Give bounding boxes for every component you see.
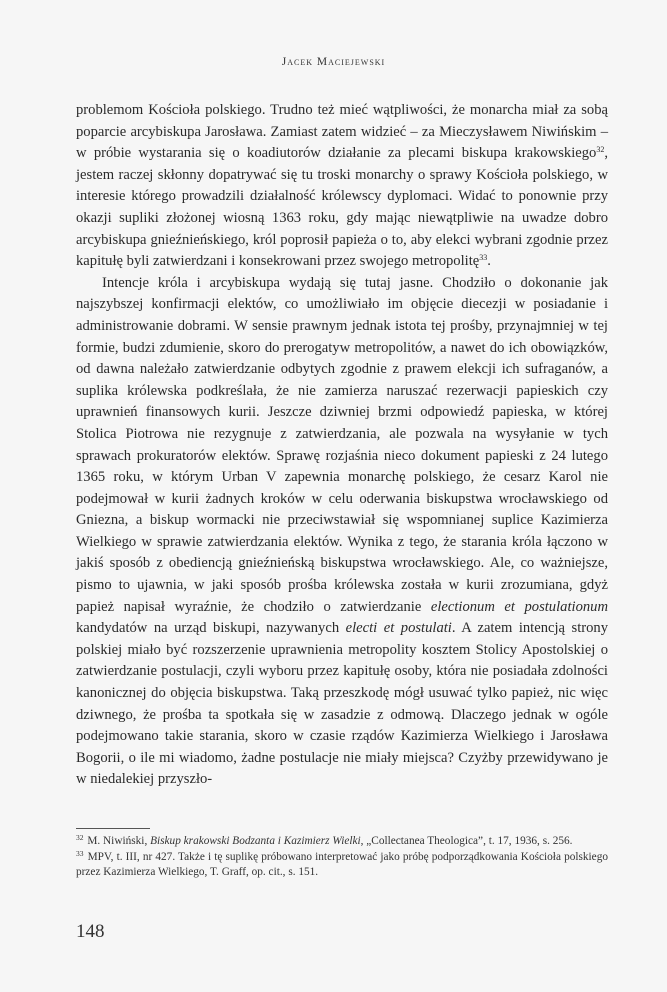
paragraph-2-text-c: . A zatem intencją strony polskiej miało być rozszerzenie uprawnienia metropolity kosztem Stolicy Apostolskiej o zatwierdzanie postulacji, czyli wyboru przez kapitułę osoby, która nie posiadała zdolności kanonicznej do objęcia biskupstwa. Taką przeszkodę mógł usuwać tylko papież, nic więc dziwnego, że prośba ta spotkała się w zasadzie z odmową. Dlaczego jednak w ogóle podejmowano takie starania, skoro w czasie rządów Kazimierza Wielkiego i Jarosława Bogorii, o ile mi wiadomo, żadne postulacje nie miały miejsca? Czyżby przewidywano je w niedalekiej przyszło- (76, 620, 609, 788)
footnote-ref-32: 32 (596, 145, 605, 155)
footnote-33 (76, 850, 608, 881)
footnote-32-text-a: M. Niwiński, (84, 835, 151, 847)
footnote-33-text: MPV, t. III, nr 427. Także i tę suplikę próbowano interpretować jako próbę podporządkowania Kościoła polskiego przez Kazimierza Wielkiego, T. Graff, op. cit., s. 151. (76, 850, 608, 879)
footnote-32 (76, 834, 608, 850)
footnote-ref-33: 33 (479, 253, 488, 263)
footnote-number-33: 33 (76, 848, 84, 858)
paragraph-1-text-a: problemom Kościoła polskiego. Trudno też mieć wątpliwości, że monarcha miał za sobą poparcie arcybiskupa Jarosława. Zamiast zatem widzieć – za Mieczysławem Niwińskim – w próbie wystarania się o koadiutorów działanie za plecami biskupa krakowskiego (76, 102, 608, 162)
paragraph-1-text-b: , jestem raczej skłonny dopatrywać się tu troski monarchy o sprawy Kościoła polskiego, w interesie którego prowadzili działalność królewscy dyplomaci. Widać to ponownie przy okazji supliki złożonej wiosną 1363 roku, gdy mając niewątpliwie na uwadze dobro arcybiskupa gnieźnieńskiego, król poprosił papieża o to, aby elekci wybrani zgodnie przez kapitułę byli zatwierdzani i konsekrowani przez swojego metropolitę (76, 145, 608, 270)
paragraph-2 (76, 273, 608, 791)
paragraph-2-text-a: Intencje króla i arcybiskupa wydają się tutaj jasne. Chodziło o dokonanie jak najszybszej konfirmacji elektów, co umożliwiało im objęcie diecezji w posiadanie i administrowanie dobrami. W sensie prawnym jednak istota tej prośby, przynajmniej w tej formie, budzi zdumienie, skoro do prerogatyw metropolitów, a nawet do ich obowiązków, od dawna należało zatwierdzanie odbytych zgodnie z prawem elekcji ich sufraganów, a suplika królewska podkreślała, że nie zamierza naruszać rezerwacji papieskich czy uprawnień finansowych kurii. Jeszcze dziwniej brzmi odpowiedź papieska, w której Stolica Piotrowa nie rezygnuje z zatwierdzania, ale pozwala na wysyłanie w tych sprawach prokuratorów elektów. Sprawę rozjaśnia nieco dokument papieski z 24 lutego 1365 roku, w którym Urban V zapewnia monarchę polskiego, że cesarz Karol nie podejmował w kurii żadnych kroków w celu oderwania biskupstwa wrocławskiego od Gniezna, a biskup wormacki nie przeciwstawiał się wspomnianej suplice Kazimierza Wielkiego w sprawie zatwierdzania elektów. Wynika z tego, że starania króla łączono w jakiś sposób z obediencją gnieźnieńską biskupstwa wrocławskiego. Ale, co ważniejsze, pismo to ujawnia, w jaki sposób prośba królewska została w kurii zrozumiana, gdyż papież napisał wyraźnie, że chodziło o zatwierdzanie (76, 274, 608, 615)
page-number: 148 (76, 921, 105, 942)
footnote-32-title: Biskup krakowski Bodzanta i Kazimierz Wielki (150, 835, 361, 847)
footnote-32-text-b: , „Collectanea Theologica”, t. 17, 1936, s. 256. (360, 835, 573, 847)
latin-phrase-1: electionum et postulationum (430, 598, 608, 615)
paragraph-1 (76, 100, 608, 273)
running-head: Jacek Maciejewski (281, 56, 386, 68)
footnote-divider (76, 828, 150, 829)
latin-phrase-2: electi et postulati (345, 620, 452, 637)
paragraph-1-text-c: . (487, 253, 491, 270)
footnotes (76, 834, 608, 881)
footnote-number-32: 32 (76, 833, 84, 842)
main-text (76, 100, 608, 791)
paragraph-2-text-b: kandydatów na urząd biskupi, nazywanych (76, 620, 346, 637)
